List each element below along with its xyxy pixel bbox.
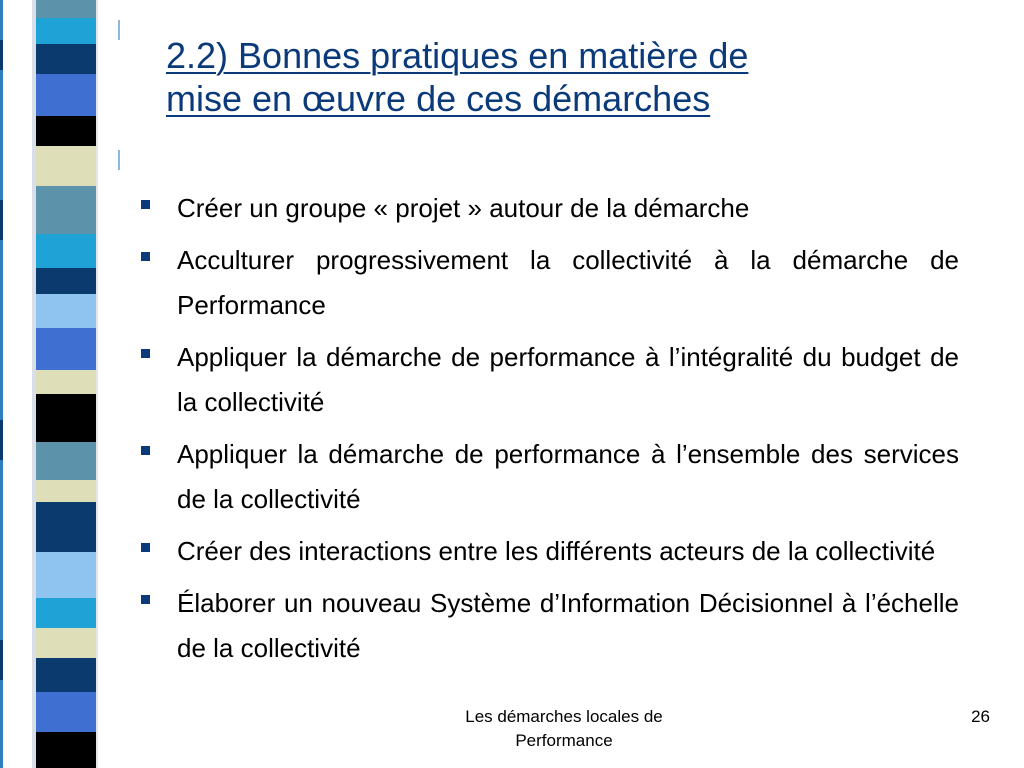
bullet-item (141, 335, 959, 425)
bullet-list (141, 186, 959, 678)
square-bullet-icon (141, 252, 150, 261)
bullet-item (141, 432, 959, 522)
bullet-item (141, 581, 959, 671)
decorative-stripes-graphic (0, 0, 120, 768)
bullet-text: Créer des interactions entre les différents acteurs de la collectivité (177, 536, 936, 566)
square-bullet-icon (141, 200, 150, 209)
bullet-item (141, 186, 959, 231)
decorative-stripe-band (0, 0, 120, 768)
footer-text: Les démarches locales de Performance (465, 707, 663, 750)
bullet-text: Créer un groupe « projet » autour de la démarche (177, 193, 750, 223)
square-bullet-icon (141, 543, 150, 552)
bullet-text: Appliquer la démarche de performance à l’intégralité du budget de la collectivité (177, 342, 959, 417)
slide-title: 2.2) Bonnes pratiques en matière de mise en œuvre de ces démarches (166, 35, 749, 119)
bullet-text: Acculturer progressivement la collectivité à la démarche de Performance (177, 245, 959, 320)
slide-number: 26 (971, 707, 990, 726)
square-bullet-icon (141, 595, 150, 604)
square-bullet-icon (141, 349, 150, 358)
bullet-item (141, 529, 959, 574)
square-bullet-icon (141, 446, 150, 455)
bullet-item (141, 238, 959, 328)
bullet-text: Élaborer un nouveau Système d’Information Décisionnel à l’échelle de la collectivité (177, 588, 959, 663)
bullet-text: Appliquer la démarche de performance à l’ensemble des services de la collectivité (177, 439, 959, 514)
